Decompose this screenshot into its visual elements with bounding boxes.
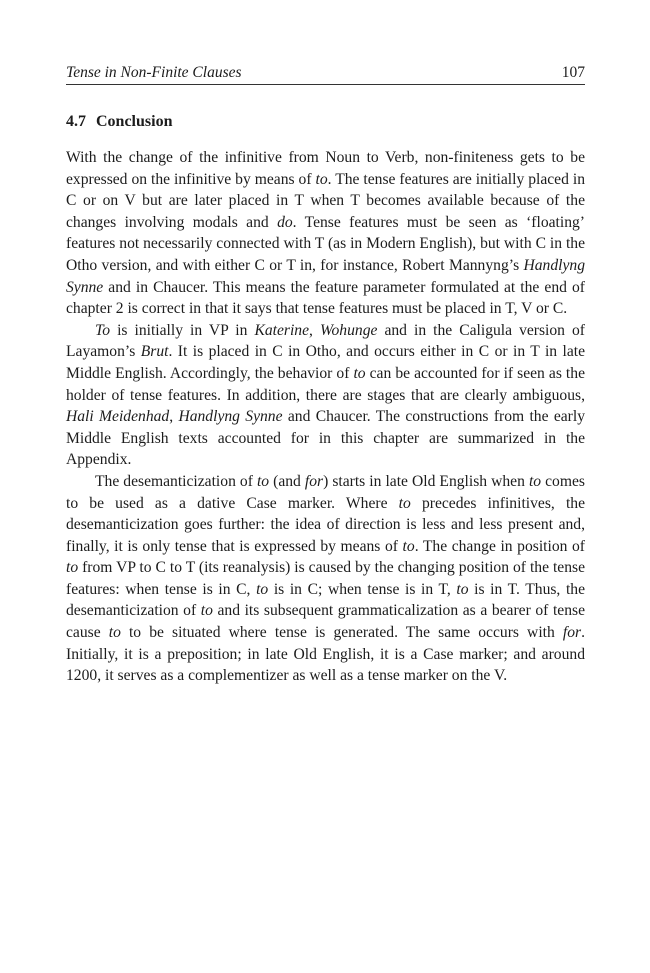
italic-run: to: [402, 537, 415, 555]
italic-run: Brut: [140, 343, 169, 361]
text-run: . Initially, it is a preposition; in late Old English, it is a Case marker; and around 1200, it serves as a complementizer as well as a tense marker on the V.: [66, 624, 585, 685]
text-run: . Tense features must be seen as ‘floating’ features not necessarily connected with T (as in Modern English), but with C in the Otho version, and with either C or T in, for instance, Robert Mannyng’s: [66, 213, 586, 274]
paragraph-1: [66, 147, 585, 320]
text-run: can be accounted for if seen as the holder of tense features. In addition, there are stages that are clearly ambiguous,: [66, 364, 585, 404]
italic-run: to: [66, 559, 79, 577]
italic-run: to: [256, 472, 270, 490]
section-heading: [66, 114, 585, 130]
italic-run: to: [398, 494, 411, 512]
body-text: [66, 147, 585, 687]
text-run: ,: [309, 321, 320, 339]
italic-run: Wohunge: [319, 321, 378, 339]
text-run: precedes infinitives, the desemanticization goes further: the idea of direction is less and less present and, finally, it is only tense that is expressed by means of: [66, 494, 585, 555]
text-run: ) starts in late Old English when: [323, 472, 529, 490]
text-run: . The tense features are initially placed in C or on V but are later placed in T when T becomes available because of the changes involving modals and: [66, 170, 585, 231]
page-number: 107: [561, 64, 585, 81]
italic-run: to: [315, 170, 328, 188]
text-run: and in the Caligula version of Layamon’s: [66, 321, 585, 361]
paragraph-3: [66, 471, 585, 687]
text-run: is in T. Thus, the desemanticization of: [66, 580, 586, 620]
paragraph-2: [66, 320, 585, 471]
italic-run: for: [562, 624, 582, 642]
italic-run: for: [304, 472, 324, 490]
italic-run: Handlyng Synne: [66, 256, 585, 296]
italic-run: to: [456, 580, 469, 598]
page-content: [66, 60, 585, 687]
running-head-title: Tense in Non-Finite Clauses: [66, 64, 242, 81]
italic-run: to: [200, 602, 213, 620]
text-run: . The change in position of: [414, 537, 585, 555]
running-head: [66, 60, 585, 85]
italic-run: to: [353, 364, 366, 382]
section-number: 4.7: [66, 113, 86, 130]
text-run: is in C; when tense is in T,: [268, 580, 457, 598]
text-run: is initially in VP in: [110, 321, 255, 339]
italic-run: to: [108, 624, 121, 642]
text-run: and in Chaucer. This means the feature parameter formulated at the end of chapter 2 is correct in that it says that tense features must be placed in T, V or C.: [66, 278, 585, 318]
italic-run: To: [95, 321, 111, 339]
italic-run: to: [256, 580, 269, 598]
italic-run: Hali Meidenhad: [66, 408, 170, 426]
text-run: With the change of the infinitive from Noun to Verb, non-finiteness gets to be expressed on the infinitive by means of: [66, 149, 585, 188]
text-run: comes to be used as a dative Case marker. Where: [66, 472, 585, 512]
text-run: from VP to C to T (its reanalysis) is caused by the changing position of the tense features: when tense is in C,: [66, 559, 585, 598]
italic-run: Handlyng Synne: [178, 408, 283, 426]
text-run: The desemanticization of: [95, 472, 257, 490]
text-run: to be situated where tense is generated. The same occurs with: [120, 624, 563, 642]
text-run: . It is placed in C in Otho, and occurs either in C or in T in late Middle English. Accordingly, the behavior of: [66, 343, 586, 382]
italic-run: do: [277, 213, 293, 231]
italic-run: to: [528, 472, 542, 490]
section-title: Conclusion: [96, 113, 173, 130]
text-run: and its subsequent grammaticalization as a bearer of tense cause: [66, 602, 585, 642]
italic-run: Katerine: [254, 321, 310, 339]
text-run: ,: [169, 408, 179, 426]
text-run: and Chaucer. The constructions from the early Middle English texts accounted for in this chapter are summarized in the Appendix.: [66, 408, 586, 469]
text-run: (and: [269, 472, 305, 490]
